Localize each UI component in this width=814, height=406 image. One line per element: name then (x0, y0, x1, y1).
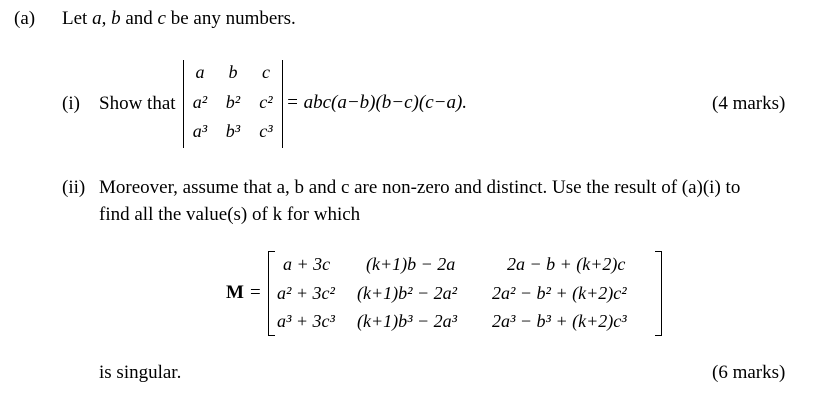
matrix-cell: a³ + 3c³ (277, 311, 335, 331)
det-cell: a³ (192, 121, 208, 141)
part-i-label: (i) (62, 93, 80, 114)
matrix-cell: 2a² − b² + (k+2)c² (492, 283, 627, 303)
matrix-cell: (k+1)b² − 2a² (357, 283, 458, 303)
matrix-left-bracket (268, 251, 275, 336)
part-ii-conclusion: is singular. (99, 362, 182, 383)
matrix-right-bracket (655, 251, 662, 336)
part-ii-line2: find all the value(s) of k for which (99, 204, 361, 225)
det-cell: c³ (259, 121, 273, 141)
matrix-cell: (k+1)b − 2a (366, 254, 456, 274)
det-cell: c (262, 62, 270, 82)
part-ii-label: (ii) (62, 177, 86, 198)
det-cell: c² (259, 92, 273, 112)
det-cell: a (195, 62, 205, 82)
part-a-label: (a) (14, 8, 36, 29)
matrix-cell: a² + 3c² (277, 283, 335, 303)
determinant (183, 58, 283, 150)
det-cell: b (228, 62, 238, 82)
det-cell: b³ (225, 121, 241, 141)
part-i-marks: (4 marks) (712, 93, 786, 114)
determinant-left-bar (183, 60, 184, 148)
matrix-equals: = (250, 282, 261, 303)
matrix-cell: a + 3c (283, 254, 331, 274)
det-cell: a² (192, 92, 208, 112)
part-ii-line1: Moreover, assume that a, b and c are non-zero and distinct. Use the result of (a)(i) to (99, 177, 741, 198)
det-cell: b² (225, 92, 241, 112)
matrix-cell: (k+1)b³ − 2a³ (357, 311, 458, 331)
matrix-cell: 2a − b + (k+2)c (507, 254, 626, 274)
part-i-rhs: = abc(a−b)(b−c)(c−a). (286, 92, 468, 113)
determinant-right-bar (282, 60, 283, 148)
matrix-cell: 2a³ − b³ + (k+2)c³ (492, 311, 627, 331)
part-i-prefix: Show that (99, 93, 176, 114)
matrix-name: M (226, 282, 244, 303)
part-ii-marks: (6 marks) (712, 362, 786, 383)
part-a-intro: Let a, b and c be any numbers. (62, 8, 296, 29)
